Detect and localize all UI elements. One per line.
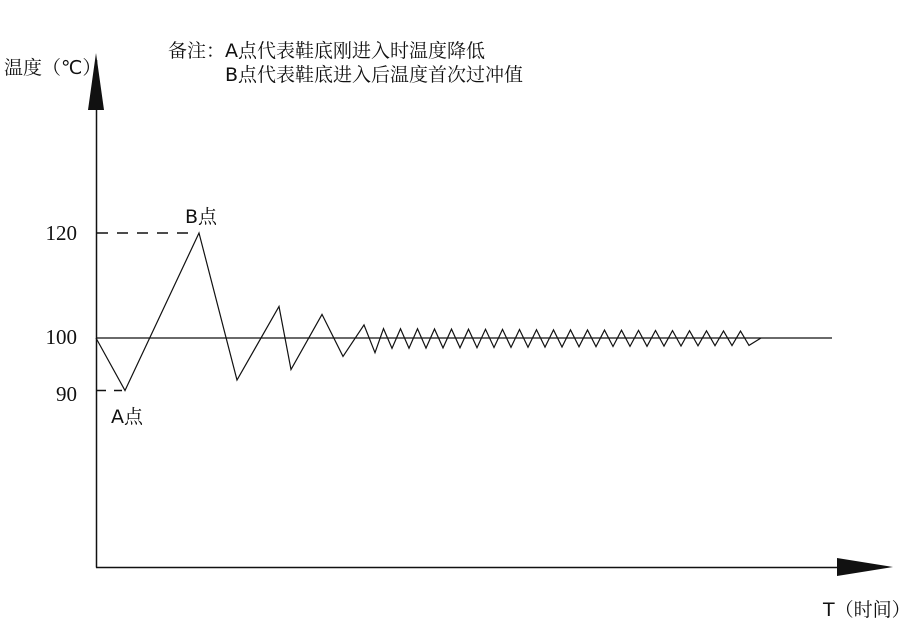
temperature-curve: [96, 233, 761, 391]
note-line-2: B点代表鞋底进入后温度首次过冲值: [225, 64, 524, 86]
note-line-1: 备注：A点代表鞋底刚进入时温度降低: [168, 40, 485, 62]
y-tick-100: 100: [45, 325, 77, 349]
y-tick-90: 90: [56, 382, 77, 406]
x-axis-title: T（时间）: [823, 599, 911, 621]
x-axis-arrow: [837, 558, 893, 576]
y-tick-120: 120: [45, 221, 77, 245]
y-axis-title: 温度（℃）: [4, 57, 102, 79]
point-a-label: A点: [111, 406, 143, 428]
point-b-label: B点: [185, 206, 218, 228]
